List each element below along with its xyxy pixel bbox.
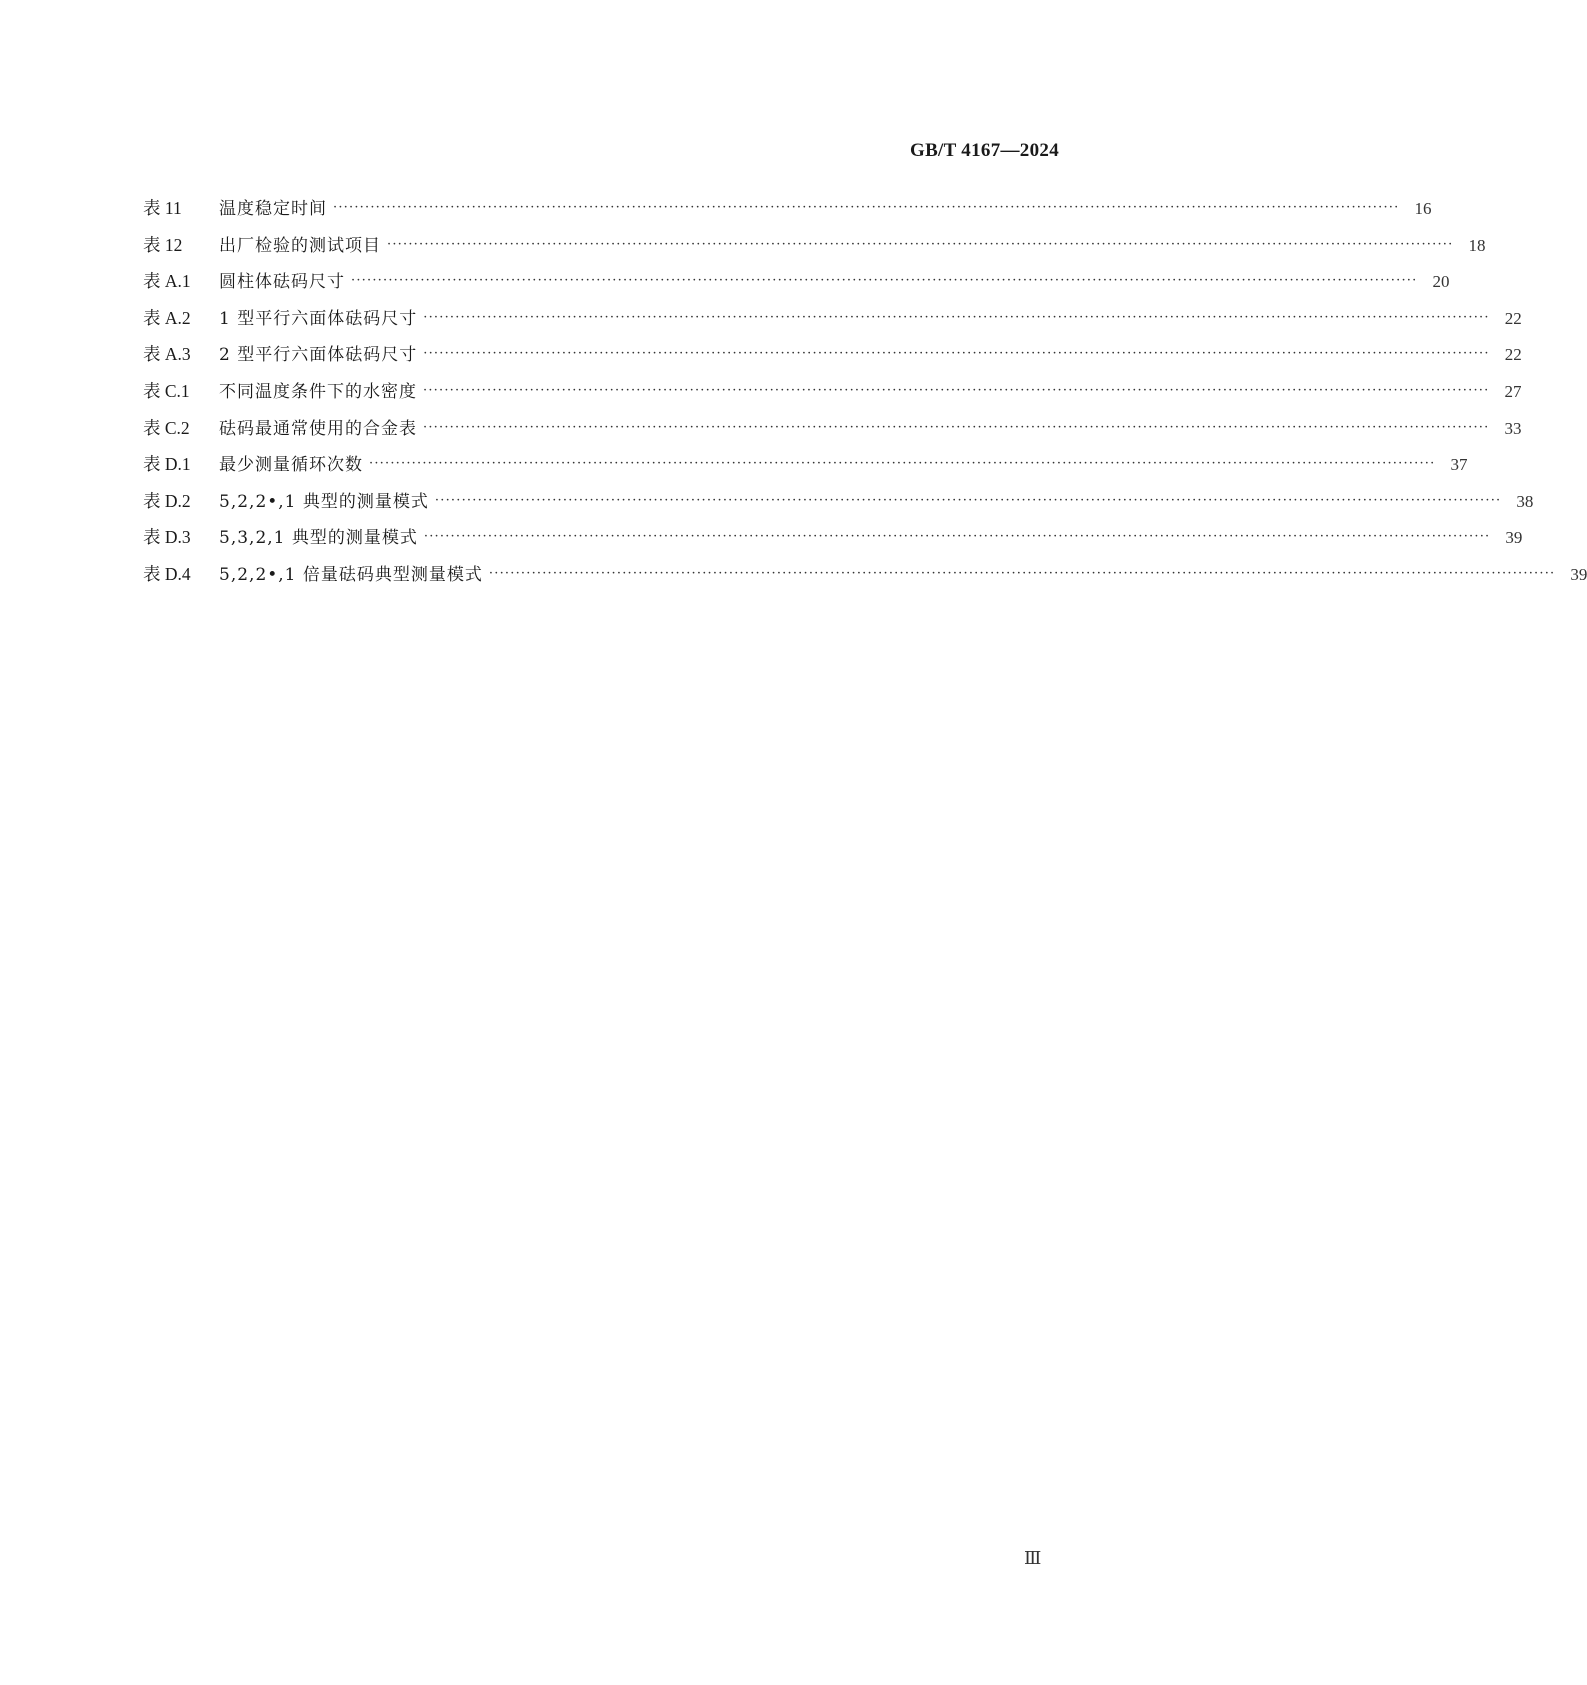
toc-entry-page: 38 <box>1516 491 1534 511</box>
toc-entry-page: 39 <box>1505 528 1523 548</box>
toc-entry[interactable] <box>143 227 1486 264</box>
toc-leader-dots: ········································································································································································································ <box>434 492 1502 508</box>
toc-entry-label: 表 D.4 <box>143 563 191 584</box>
toc-entry-page: 37 <box>1450 455 1468 475</box>
toc-leader-dots: ········································································································································································································ <box>423 382 1490 398</box>
toc-entry[interactable] <box>143 336 1522 373</box>
toc-entry-label: 表 A.2 <box>143 307 191 328</box>
toc-entry[interactable] <box>143 300 1522 337</box>
toc-entry-label: 表 A.1 <box>143 271 191 292</box>
toc-entry[interactable] <box>143 190 1432 227</box>
toc-entry-title: 5,3,2,1 典型的测量模式 <box>219 528 418 549</box>
toc-leader-dots: ········································································································································································································ <box>423 309 1490 325</box>
toc-leader-dots: ········································································································································································································ <box>488 565 1556 581</box>
toc-leader-dots: ········································································································································································································ <box>333 200 1400 215</box>
toc-entry-label: 表 C.1 <box>143 380 190 401</box>
toc-entry[interactable] <box>143 483 1534 520</box>
toc-entry-title: 最少测量循环次数 <box>219 455 363 476</box>
toc-entry-title: 砝码最通常使用的合金表 <box>219 418 417 439</box>
toc-entry-title: 1 型平行六面体砝码尺寸 <box>219 308 418 329</box>
toc-entry[interactable] <box>143 263 1450 300</box>
table-of-contents <box>143 190 1587 593</box>
toc-entry-title: 温度稳定时间 <box>219 199 327 219</box>
toc-entry-title: 出厂检验的测试项目 <box>219 235 381 256</box>
toc-entry-page: 20 <box>1432 272 1450 292</box>
toc-entry-title: 5,2,2•,1 典型的测量模式 <box>219 491 429 512</box>
toc-entry-title: 2 型平行六面体砝码尺寸 <box>219 345 418 366</box>
toc-entry-title: 不同温度条件下的水密度 <box>219 381 417 402</box>
toc-entry-label: 表 12 <box>143 234 183 255</box>
toc-leader-dots: ········································································································································································································ <box>423 529 1491 545</box>
toc-entry[interactable] <box>143 410 1522 447</box>
toc-leader-dots: ········································································································································································································ <box>423 419 1490 435</box>
toc-entry-label: 表 11 <box>143 198 182 218</box>
toc-entry-label: 表 C.2 <box>143 417 190 438</box>
toc-entry-page: 39 <box>1570 564 1587 584</box>
toc-entry-title: 圆柱体砝码尺寸 <box>219 272 345 293</box>
toc-leader-dots: ········································································································································································································ <box>369 456 1436 472</box>
toc-entry-label: 表 D.1 <box>143 454 191 475</box>
toc-entry-label: 表 D.3 <box>143 527 191 548</box>
toc-leader-dots: ········································································································································································································ <box>387 236 1454 252</box>
toc-entry[interactable] <box>143 373 1522 410</box>
toc-entry[interactable] <box>143 556 1587 593</box>
standard-number: GB/T 4167—2024 <box>909 140 1059 161</box>
toc-entry[interactable] <box>143 446 1468 483</box>
toc-entry-page: 16 <box>1414 199 1432 218</box>
toc-leader-dots: ········································································································································································································ <box>423 346 1490 362</box>
toc-entry-label: 表 D.2 <box>143 490 191 511</box>
toc-entry[interactable] <box>143 519 1523 556</box>
toc-entry-title: 5,2,2•,1 倍量砝码典型测量模式 <box>219 564 483 585</box>
toc-entry-page: 22 <box>1504 345 1522 365</box>
toc-entry-page: 33 <box>1504 418 1522 438</box>
toc-entry-page: 22 <box>1504 308 1522 328</box>
toc-leader-dots: ········································································································································································································ <box>351 273 1418 289</box>
toc-entry-page: 27 <box>1504 381 1522 401</box>
toc-entry-page: 18 <box>1468 235 1486 255</box>
page-number: Ⅲ <box>1024 1548 1042 1568</box>
toc-entry-label: 表 A.3 <box>143 344 191 365</box>
